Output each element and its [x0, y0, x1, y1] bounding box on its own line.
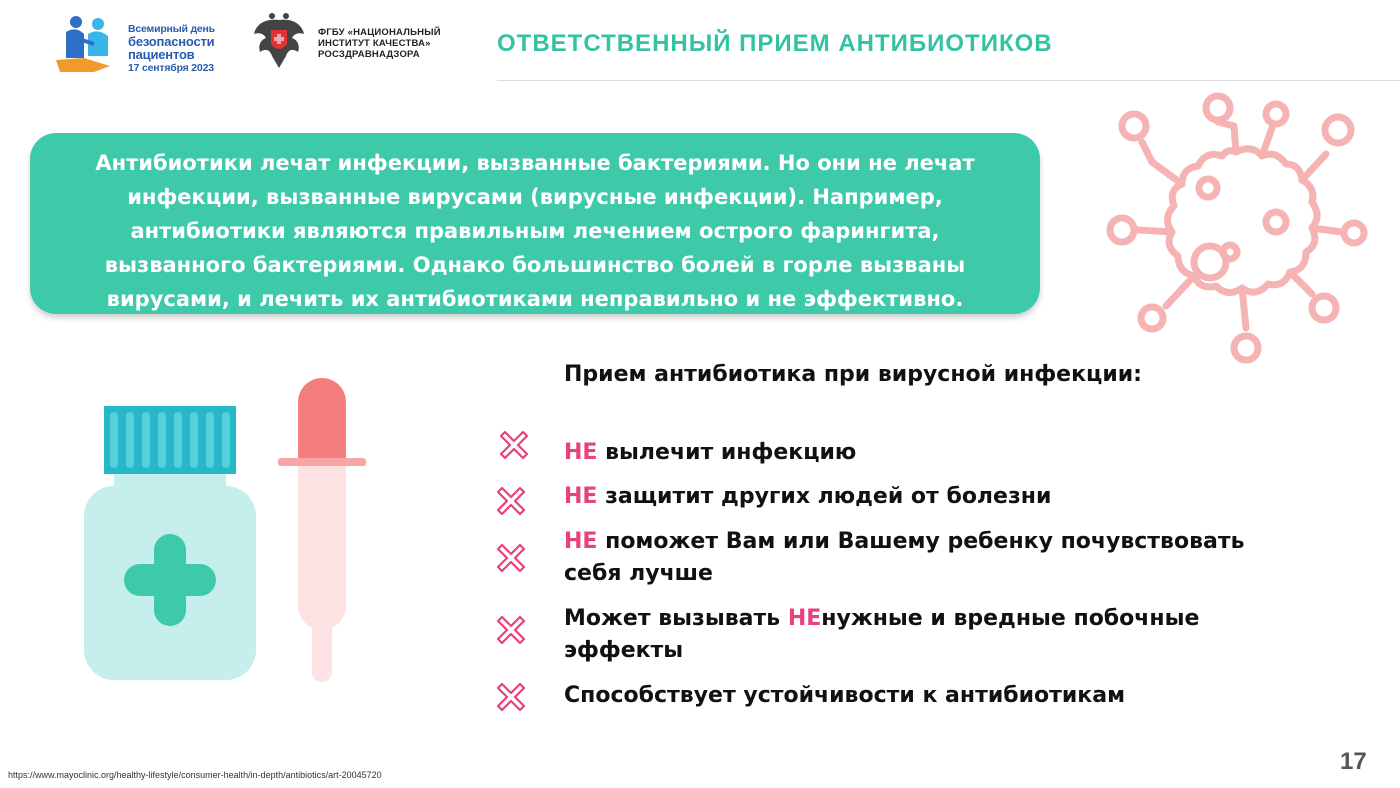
cross-mark-icon [494, 613, 528, 647]
logo-patient-date: 17 сентября 2023 [128, 61, 214, 74]
info-line-2: инфекции, вызванные вирусами (вирусные инфекции). Например, [127, 185, 943, 209]
list-item-ne: НЕ [787, 606, 822, 631]
info-line-1: Антибиотики лечат инфекции, вызванные бактериями. Но они не лечат [95, 151, 975, 175]
page-number: 17 [1340, 748, 1367, 775]
info-box [30, 133, 1040, 314]
list-item-post: нужные и вредные побочные эффекты [564, 606, 1200, 663]
info-line-5: вирусами, и лечить их антибиотиками неправильно и не эффективно. [106, 287, 964, 311]
cross-mark-icon [497, 428, 531, 462]
list-item-ne: НЕ [564, 484, 598, 509]
cross-mark-icon [494, 680, 528, 714]
pipette-icon [276, 376, 368, 682]
source-link[interactable]: https://www.mayoclinic.org/healthy-lifestyle/consumer-health/in-depth/antibiotics/art-20045720 [8, 770, 382, 780]
list-item [564, 526, 1264, 590]
list-item-post: вылечит инфекцию [597, 440, 857, 465]
title-divider [497, 80, 1400, 81]
list-item-post: защитит других людей от болезни [597, 484, 1052, 509]
cross-mark-icon [494, 541, 528, 575]
logo-institute-line3: РОСЗДРАВНАДЗОРА [318, 48, 420, 60]
list-item-pre: Может вызывать [564, 606, 788, 631]
logo-institute-line1: ФГБУ «НАЦИОНАЛЬНЫЙ [318, 27, 441, 38]
list-item-ne: НЕ [564, 529, 598, 554]
cross-mark-icon [494, 484, 528, 518]
virus-icon [1090, 92, 1380, 372]
institute-logo [252, 12, 452, 72]
roszdravnadzor-emblem-icon [252, 12, 306, 72]
patient-safety-logo-icon [54, 14, 116, 74]
info-line-3: антибиотики являются правильным лечением острого фарингита, [130, 219, 940, 243]
list-item [564, 437, 1284, 469]
logo-patient-line3: пациентов [128, 46, 195, 62]
logo-institute-line2: ИНСТИТУТ КАЧЕСТВА» [318, 37, 431, 49]
page-title: ОТВЕТСТВЕННЫЙ ПРИЕМ АНТИБИОТИКОВ [497, 30, 1053, 57]
list-item-post: поможет Вам или Вашему ребенку почувствовать себя лучше [564, 529, 1245, 586]
info-line-4: вызванного бактериями. Однако большинство болей в горле вызваны [104, 253, 966, 277]
patient-safety-logo [54, 14, 224, 74]
list-heading: Прием антибиотика при вирусной инфекции: [564, 362, 1142, 387]
list-item [564, 680, 1284, 712]
logo-patient-line1: Всемирный день [128, 23, 215, 35]
medicine-bottle-icon [84, 406, 256, 680]
list-item [564, 603, 1224, 667]
list-item-pre: Способствует устойчивости к антибиотикам [564, 683, 1126, 708]
list-item [564, 481, 1284, 513]
logo-patient-line2: безопасности [128, 33, 215, 49]
list-item-ne: НЕ [564, 440, 598, 465]
